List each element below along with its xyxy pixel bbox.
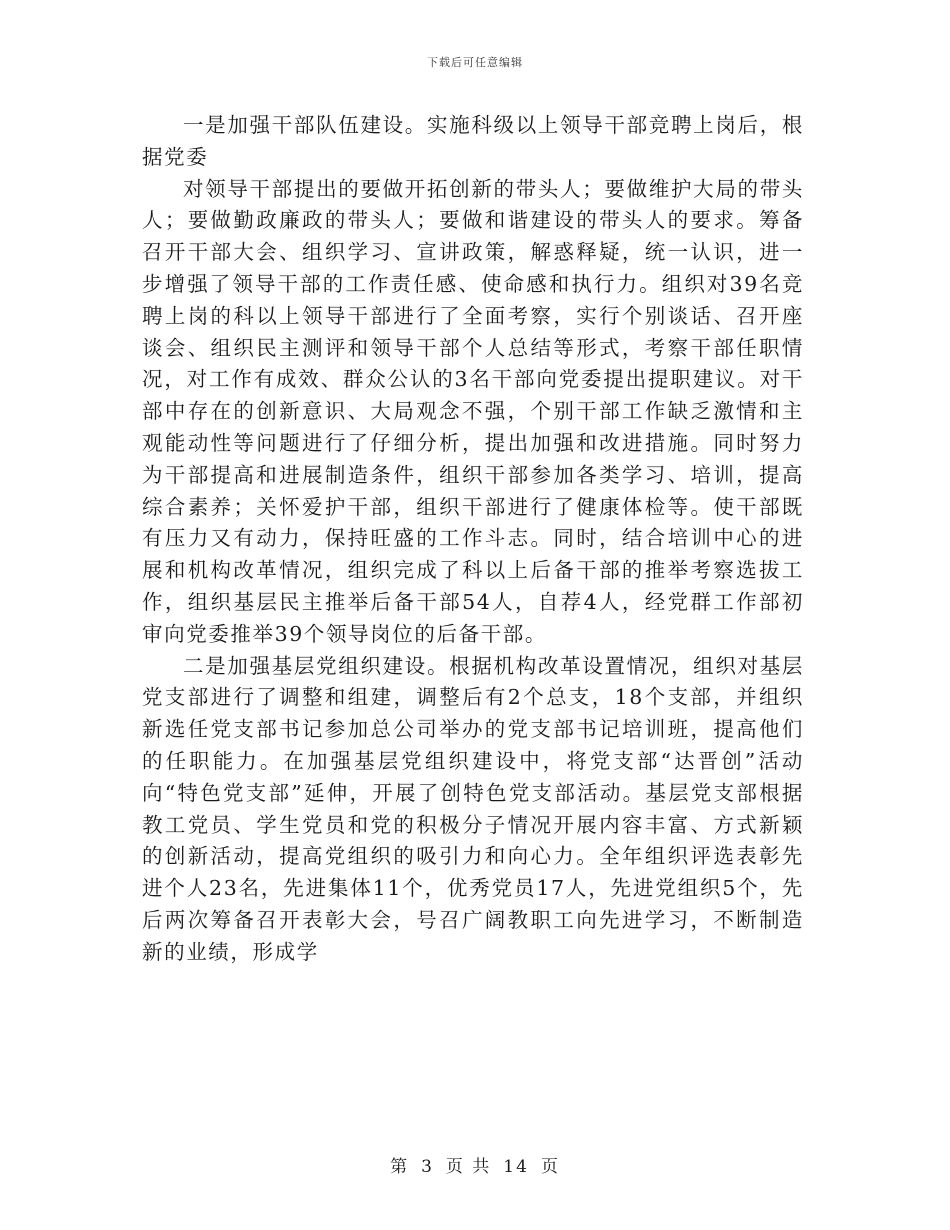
footer-prefix: 第 [390,1157,410,1177]
footer-total-pages: 14 [503,1157,529,1177]
footer-page-number: 3 [421,1157,434,1177]
paragraph-1: 一是加强干部队伍建设。实施科级以上领导干部竞聘上岗后，根据党委 [142,113,804,169]
footer-suffix: 页 [540,1157,560,1177]
footer-middle: 页 共 [445,1157,492,1177]
document-body [142,110,804,969]
paragraph-2: 对领导干部提出的要做开拓创新的带头人；要做维护大局的带头人；要做勤政廉政的带头人；要做和谐建设的带头人的要求。筹备召开干部大会、组织学习、宣讲政策，解惑释疑，统一认识，进一步增强了领导干部的工作责任感、使命感和执行力。组织对39名竞聘上岗的科以上领导干部进行了全面考察，实行个别谈话、召开座谈会、组织民主测评和领导干部个人总结等形式，考察干部任职情况，对工作有成效、群众公认的3名干部向党委提出提职建议。对干部中存在的创新意识、大局观念不强，个别干部工作缺乏激情和主观能动性等问题进行了仔细分析，提出加强和改进措施。同时努力为干部提高和进展制造条件，组织干部参加各类学习、培训，提高综合素养；关怀爱护干部，组织干部进行了健康体检等。使干部既有压力又有动力，保持旺盛的工作斗志。同时，结合培训中心的进展和机构改革情况，组织完成了科以上后备干部的推举考察选拔工作，组织基层民主推举后备干部54人，自荐4人，经党群工作部初审向党委推举39个领导岗位的后备干部。 [142,176,804,646]
page-footer [0,1152,950,1177]
paragraph-3: 二是加强基层党组织建设。根据机构改革设置情况，组织对基层党支部进行了调整和组建，调整后有2个总支，18个支部，并组织新选任党支部书记参加总公司举办的党支部书记培训班，提高他们的任职能力。在加强基层党组织建设中，将党支部“达晋创”活动向“特色党支部”延伸，开展了创特色党支部活动。基层党支部根据教工党员、学生党员和党的积极分子情况开展内容丰富、方式新颖的创新活动，提高党组织的吸引力和向心力。全年组织评选表彰先进个人23名，先进集体11个，优秀党员17人，先进党组织5个，先后两次筹备召开表彰大会，号召广阔教职工向先进学习，不断制造新的业绩，形成学 [142,653,804,964]
header-note: 下载后可任意编辑 [427,56,523,69]
